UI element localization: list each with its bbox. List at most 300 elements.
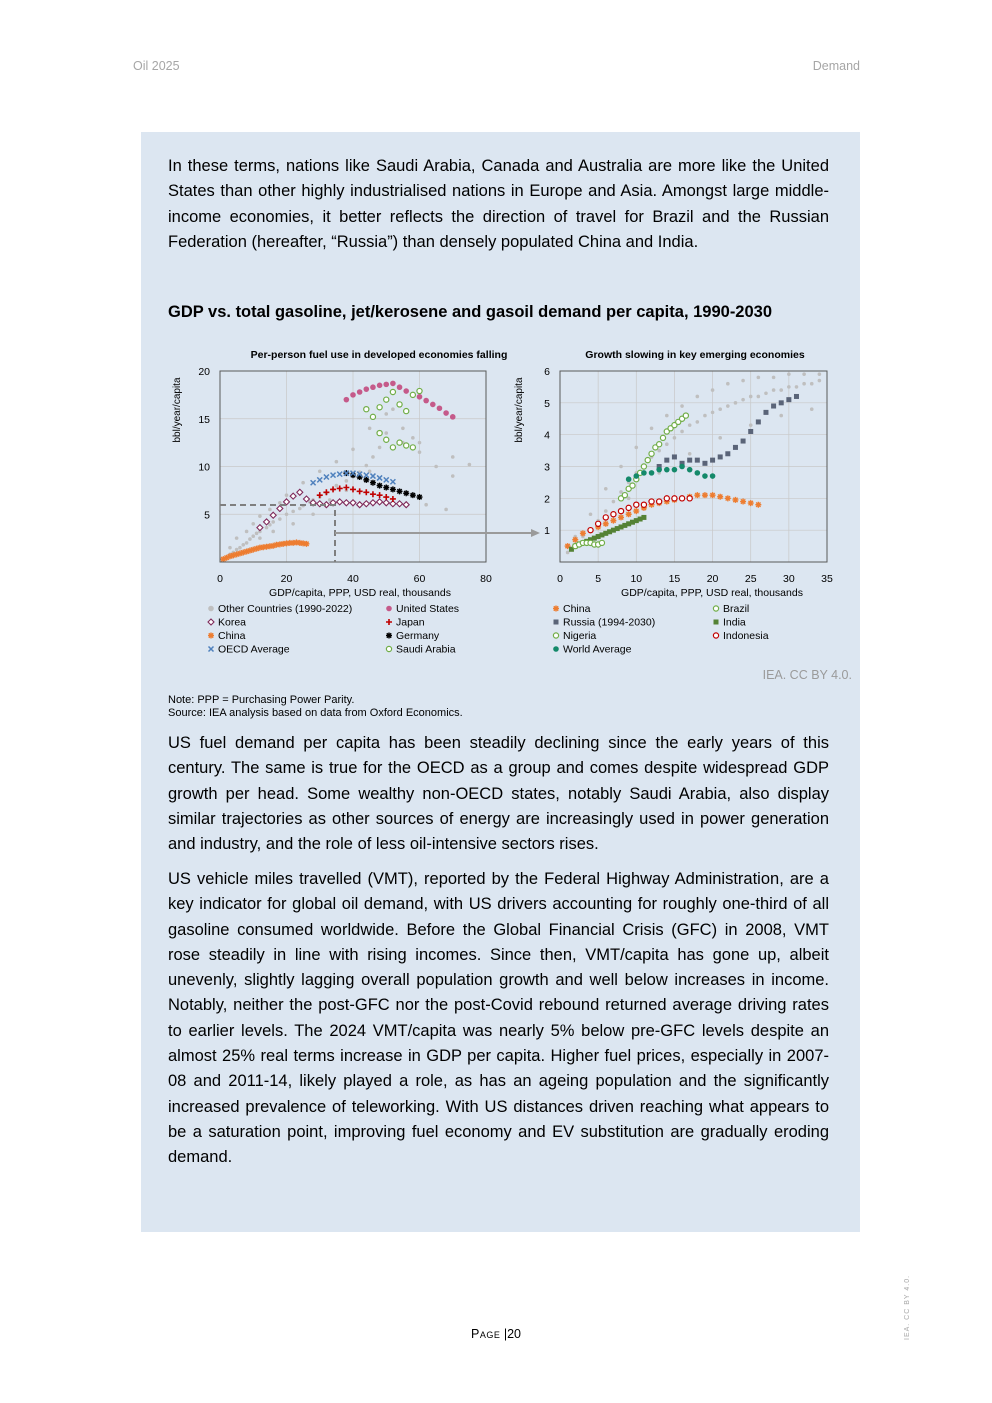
left-point-oecd-average (317, 477, 322, 482)
right-point-brazil (683, 413, 688, 418)
left-point-united-states (357, 389, 363, 395)
left-point-other-countries-1990-2022 (368, 427, 372, 431)
right-x-tick-label: 25 (744, 573, 757, 585)
right-legend-label: World Average (563, 643, 632, 656)
right-point-other-countries (802, 372, 806, 376)
right-point-other-countries (757, 395, 761, 399)
right-legend-marker (553, 606, 559, 612)
left-point-other-countries-1990-2022 (255, 532, 259, 536)
left-point-united-states (390, 381, 396, 387)
right-legend-marker (553, 646, 559, 652)
right-x-label: GDP/capita, PPP, USD real, thousands (621, 587, 803, 599)
left-point-other-countries-1990-2022 (434, 465, 438, 469)
right-x-tick-label: 30 (783, 573, 795, 585)
right-legend-marker (554, 620, 559, 625)
left-point-germany (410, 492, 416, 498)
right-point-other-countries (787, 385, 791, 389)
right-point-russia-1994-2030 (702, 461, 707, 466)
right-point-other-countries (703, 414, 707, 418)
left-point-united-states (364, 386, 370, 392)
right-point-other-countries (795, 385, 799, 389)
left-point-saudi-arabia (404, 409, 409, 414)
left-legend-marker (208, 619, 214, 625)
left-point-korea (363, 501, 369, 507)
left-points (220, 381, 471, 563)
left-point-japan (377, 492, 383, 498)
right-point-indonesia (664, 496, 669, 501)
right-point-world-average (626, 476, 632, 482)
left-point-japan (317, 492, 323, 498)
right-legend-marker (713, 633, 718, 638)
right-point-indonesia (687, 496, 692, 501)
left-point-korea (343, 500, 349, 506)
left-point-japan (330, 486, 336, 492)
right-point-other-countries (779, 414, 783, 418)
left-point-other-countries-1990-2022 (238, 546, 242, 550)
right-legend-label: India (723, 616, 746, 629)
right-point-world-average (664, 467, 670, 473)
left-point-other-countries-1990-2022 (271, 520, 275, 524)
left-point-other-countries-1990-2022 (371, 455, 375, 459)
right-point-world-average (641, 470, 647, 476)
left-point-other-countries-1990-2022 (245, 530, 249, 534)
right-point-other-countries (802, 382, 806, 386)
page-label: Page (471, 1327, 501, 1341)
left-legend-marker (208, 606, 214, 612)
left-point-other-countries-1990-2022 (235, 536, 239, 540)
right-legend-label: Russia (1994-2030) (563, 616, 656, 629)
right-point-indonesia (618, 508, 623, 513)
right-point-russia-1994-2030 (786, 397, 791, 402)
right-legend-marker (713, 606, 718, 611)
right-point-brazil (645, 458, 650, 463)
left-legend-label: United States (396, 603, 460, 615)
left-legend-marker (386, 633, 392, 639)
right-chart-title: Growth slowing in key emerging economies (585, 349, 805, 361)
left-x-tick-label: 80 (480, 573, 492, 585)
right-point-other-countries (749, 423, 753, 427)
left-point-korea (270, 512, 276, 518)
right-point-russia-1994-2030 (741, 439, 746, 444)
right-legend-label: Indonesia (723, 630, 769, 642)
left-point-other-countries-1990-2022 (258, 536, 262, 540)
left-point-saudi-arabia (384, 397, 389, 402)
left-point-united-states (437, 405, 443, 411)
left-point-other-countries-1990-2022 (411, 436, 415, 440)
right-legend-marker (553, 633, 558, 638)
left-point-germany (390, 486, 396, 492)
left-point-saudi-arabia (397, 402, 402, 407)
right-point-other-countries (810, 382, 814, 386)
right-point-china (725, 495, 731, 501)
left-point-china (303, 541, 309, 547)
left-point-other-countries-1990-2022 (298, 507, 302, 511)
left-point-other-countries-1990-2022 (424, 503, 428, 507)
right-point-other-countries (688, 423, 692, 427)
left-point-korea (277, 506, 283, 512)
left-point-other-countries-1990-2022 (351, 448, 355, 452)
left-legend-marker (209, 647, 214, 652)
left-point-united-states (450, 414, 456, 420)
right-point-other-countries (772, 376, 776, 380)
left-legend-marker (386, 619, 392, 625)
left-point-saudi-arabia (384, 437, 389, 442)
left-point-oecd-average (364, 473, 369, 478)
right-point-other-countries (741, 379, 745, 383)
right-point-other-countries (696, 395, 700, 399)
right-point-other-countries (711, 411, 715, 415)
left-legend-label: Korea (218, 616, 247, 629)
left-point-korea (290, 493, 296, 499)
right-point-other-countries (787, 372, 791, 376)
right-point-brazil (657, 442, 662, 447)
right-x-tick-label: 20 (706, 573, 719, 585)
left-point-united-states (443, 410, 449, 416)
header-report-title: Oil 2025 (133, 59, 180, 73)
left-x-tick-label: 0 (217, 573, 223, 585)
right-point-indonesia (588, 528, 593, 533)
right-point-other-countries (741, 398, 745, 402)
left-point-other-countries-1990-2022 (391, 407, 395, 411)
right-point-other-countries (673, 436, 677, 440)
right-point-indonesia (634, 502, 639, 507)
left-legend-label: Germany (396, 630, 440, 642)
right-y-tick-label: 2 (544, 493, 550, 506)
left-point-other-countries-1990-2022 (451, 455, 455, 459)
left-point-saudi-arabia (397, 440, 402, 445)
right-point-other-countries (734, 401, 738, 405)
left-legend (208, 603, 459, 656)
right-point-indonesia (603, 515, 608, 520)
right-x-tick-label: 5 (595, 573, 602, 585)
left-point-other-countries-1990-2022 (384, 412, 388, 416)
left-point-germany (383, 485, 389, 491)
figure (160, 340, 840, 670)
paragraph-vmt: US vehicle miles travelled (VMT), reported by the Federal Highway Administration, are a key indicator for global oil demand, with US drivers accounting for roughly one-third of all gasoline consumed worldwide. Before the Global Financial Crisis (GFC) in 2008, VMT rose steadily in line with rising incomes. Since then, VMT/capita has gone up, albeit unevenly, slightly lagging overall population growth and well below increases in income. Notably, neither the post-GFC nor the post-Covid rebound returned average driving rates to earlier levels. The 2024 VMT/capita was nearly 5% below pre-GFC levels despite an almost 25% real terms increase in GDP per capita. Higher fuel prices, especially in 2007-08 and 2011-14, likely played a role, as has an ageing population and the significantly increased prevalence of teleworking. With US distances driven reaching what appears to be a saturation point, improving fuel economy and EV substitution are gradually eroding demand. (168, 870, 829, 1167)
page-footer (0, 1327, 992, 1341)
left-legend-label: Japan (396, 616, 425, 629)
left-point-other-countries-1990-2022 (285, 493, 289, 497)
left-point-japan (357, 488, 363, 494)
left-point-korea (403, 502, 409, 508)
right-point-world-average (695, 470, 701, 476)
left-point-japan (370, 491, 376, 497)
left-x-tick-label: 20 (280, 573, 293, 585)
left-point-saudi-arabia (390, 445, 395, 450)
right-y-tick-label: 1 (544, 525, 550, 538)
left-point-japan (343, 485, 349, 491)
right-point-china (740, 499, 746, 505)
left-point-korea (257, 525, 263, 531)
right-legend-label: Brazil (723, 603, 750, 615)
left-point-japan (323, 489, 329, 495)
right-point-russia-1994-2030 (748, 429, 753, 434)
right-point-china (702, 492, 708, 498)
right-point-russia-1994-2030 (718, 454, 723, 459)
right-point-china (732, 497, 738, 503)
left-point-other-countries-1990-2022 (444, 508, 448, 512)
right-point-world-average (687, 467, 693, 473)
right-x-tick-label: 15 (668, 573, 681, 585)
left-point-other-countries-1990-2022 (278, 517, 282, 521)
right-y-tick-label: 5 (544, 397, 550, 410)
right-point-brazil (622, 493, 627, 498)
left-point-other-countries-1990-2022 (271, 530, 275, 534)
left-point-other-countries-1990-2022 (384, 431, 388, 435)
left-point-other-countries-1990-2022 (291, 510, 295, 514)
figure-notes (168, 694, 463, 720)
right-point-indonesia (611, 512, 616, 517)
left-point-other-countries-1990-2022 (418, 441, 422, 445)
right-point-nigeria (599, 540, 604, 545)
right-point-world-average (649, 470, 655, 476)
left-point-saudi-arabia (410, 445, 415, 450)
right-point-china (626, 511, 632, 517)
left-point-united-states (377, 383, 383, 389)
right-point-russia-1994-2030 (779, 400, 784, 405)
left-point-japan (350, 486, 356, 492)
right-point-china (694, 492, 700, 498)
left-point-korea (350, 500, 356, 506)
right-points (565, 372, 822, 554)
right-legend (553, 603, 769, 656)
left-point-germany (370, 480, 376, 486)
right-point-other-countries (634, 446, 638, 450)
left-point-united-states (370, 384, 376, 390)
left-point-other-countries-1990-2022 (418, 450, 422, 454)
right-point-russia-1994-2030 (763, 410, 768, 415)
right-point-other-countries (665, 442, 669, 446)
right-point-other-countries (604, 509, 608, 513)
left-legend-label: Other Countries (1990-2022) (218, 603, 353, 615)
left-legend-marker (386, 606, 392, 612)
right-legend-label: China (563, 603, 591, 615)
left-point-saudi-arabia (364, 407, 369, 412)
right-point-other-countries (650, 427, 654, 431)
right-point-other-countries (612, 500, 616, 504)
left-point-oecd-average (390, 479, 395, 484)
left-point-korea (337, 499, 343, 505)
left-point-oecd-average (370, 474, 375, 479)
left-point-saudi-arabia (410, 392, 415, 397)
left-point-saudi-arabia (377, 405, 382, 410)
right-point-other-countries (718, 436, 722, 440)
right-point-china (610, 518, 616, 524)
left-point-other-countries-1990-2022 (251, 534, 255, 538)
left-y-tick-label: 10 (198, 461, 210, 474)
left-point-korea (370, 500, 376, 506)
right-point-china (580, 530, 586, 536)
left-point-united-states (430, 402, 436, 408)
right-point-indonesia (657, 499, 662, 504)
right-point-indonesia (649, 499, 654, 504)
left-point-united-states (403, 388, 409, 394)
right-legend-label: Nigeria (563, 630, 597, 642)
left-point-other-countries-1990-2022 (318, 469, 322, 473)
left-point-other-countries-1990-2022 (311, 512, 315, 516)
left-legend-label: China (218, 630, 246, 642)
left-point-saudi-arabia (370, 414, 375, 419)
right-point-other-countries (726, 404, 730, 408)
left-point-oecd-average (324, 475, 329, 480)
right-x-tick-label: 0 (557, 573, 563, 585)
right-point-brazil (641, 464, 646, 469)
right-point-russia-1994-2030 (687, 458, 692, 463)
right-point-russia-1994-2030 (725, 451, 730, 456)
left-x-label: GDP/capita, PPP, USD real, thousands (269, 587, 451, 599)
left-y-tick-label: 5 (204, 509, 210, 522)
left-legend-marker (386, 646, 391, 651)
figure-note: Note: PPP = Purchasing Power Parity. (168, 694, 355, 706)
figure-title: GDP vs. total gasoline, jet/kerosene and gasoil demand per capita, 1990-2030 (168, 303, 773, 321)
right-point-china (603, 521, 609, 527)
left-point-other-countries-1990-2022 (228, 546, 232, 550)
left-legend-marker (208, 633, 214, 639)
right-point-indonesia (626, 505, 631, 510)
left-point-korea (357, 502, 363, 508)
right-point-other-countries (726, 382, 730, 386)
left-y-tick-label: 20 (198, 366, 210, 378)
left-point-saudi-arabia (390, 389, 395, 394)
left-point-other-countries-1990-2022 (401, 427, 405, 431)
right-point-china (633, 508, 639, 514)
right-point-russia-1994-2030 (733, 445, 738, 450)
right-point-other-countries (680, 404, 684, 408)
right-point-china (748, 500, 754, 506)
paragraph-intro: In these terms, nations like Saudi Arabia, Canada and Australia are more like the United States than other highly industrialised nations in Europe and Asia. Amongst large middle-income economies, it better reflects the direction of travel for Brazil and the Russian Federation (hereafter, “Russia”) than densely populated China and India. (168, 157, 829, 251)
page-separator: | (503, 1327, 508, 1341)
left-point-other-countries-1990-2022 (248, 537, 252, 541)
left-x-tick-label: 40 (347, 573, 359, 585)
connector-arrow-head (531, 529, 540, 537)
side-license: IEA. CC BY 4.0. (904, 1274, 911, 1340)
right-point-other-countries (749, 395, 753, 399)
left-point-other-countries-1990-2022 (258, 514, 262, 518)
left-point-oecd-average (337, 472, 342, 477)
left-point-other-countries-1990-2022 (335, 484, 339, 488)
left-y-label: bbl/year/capita (172, 377, 183, 443)
left-point-germany (403, 490, 409, 496)
right-point-russia-1994-2030 (672, 454, 677, 459)
right-point-russia-1994-2030 (756, 419, 761, 424)
right-point-china (618, 514, 624, 520)
right-point-russia-1994-2030 (794, 394, 799, 399)
left-point-other-countries-1990-2022 (365, 464, 369, 468)
right-point-world-average (702, 473, 708, 479)
right-x-tick-label: 10 (630, 573, 643, 585)
right-point-other-countries (810, 407, 814, 411)
right-point-brazil (649, 451, 654, 456)
right-point-other-countries (711, 388, 715, 392)
right-point-indonesia (679, 496, 684, 501)
right-point-indonesia (596, 521, 601, 526)
left-point-united-states (397, 384, 403, 390)
left-point-saudi-arabia (377, 430, 382, 435)
left-point-saudi-arabia (417, 388, 422, 393)
left-y-tick-label: 15 (198, 413, 210, 426)
left-point-other-countries-1990-2022 (378, 446, 382, 450)
right-point-world-average (672, 467, 678, 473)
left-point-germany (417, 494, 423, 500)
left-point-united-states (344, 397, 350, 403)
right-point-other-countries (718, 407, 722, 411)
right-legend-marker (714, 620, 719, 625)
right-point-world-average (679, 464, 685, 470)
left-point-korea (397, 501, 403, 507)
left-point-oecd-average (331, 473, 336, 478)
right-point-brazil (660, 435, 665, 440)
right-point-other-countries (757, 376, 761, 380)
left-point-saudi-arabia (404, 443, 409, 448)
right-point-russia-1994-2030 (664, 458, 669, 463)
paragraph-us-demand: US fuel demand per capita has been steadily declining since the early years of this century. The same is true for the OECD as a group and comes despite widespread GDP growth per head. Some wealthy non-OECD states, notably Saudi Arabia, also display similar trajectories as other sources of energy are increasingly used in power generation and industry, and the role of less oil-intensive sectors rises. (168, 734, 829, 854)
left-point-japan (383, 494, 389, 500)
left-point-korea (377, 499, 383, 505)
right-point-other-countries (764, 391, 768, 395)
left-point-united-states (423, 398, 429, 404)
right-point-russia-1994-2030 (710, 458, 715, 463)
figure-credit: IEA. CC BY 4.0. (762, 668, 852, 682)
right-point-china (710, 492, 716, 498)
left-point-germany (397, 488, 403, 494)
right-point-russia-1994-2030 (771, 404, 776, 409)
right-point-china (755, 502, 761, 508)
left-point-other-countries-1990-2022 (265, 526, 269, 530)
right-y-tick-label: 6 (544, 366, 550, 378)
right-point-other-countries (604, 487, 608, 491)
right-point-other-countries (665, 414, 669, 418)
left-point-oecd-average (311, 480, 316, 485)
page-number: 20 (507, 1327, 521, 1341)
left-point-other-countries-1990-2022 (268, 508, 272, 512)
left-point-united-states (417, 394, 423, 400)
left-point-united-states (350, 392, 356, 398)
right-point-other-countries (772, 388, 776, 392)
right-point-other-countries (589, 512, 593, 516)
left-point-united-states (383, 382, 389, 388)
left-point-oecd-average (377, 475, 382, 480)
right-point-world-average (656, 467, 662, 473)
left-point-other-countries-1990-2022 (241, 543, 245, 547)
right-point-other-countries (779, 388, 783, 392)
left-legend-label: Saudi Arabia (396, 643, 456, 656)
right-point-other-countries (818, 379, 822, 383)
left-point-korea (297, 489, 303, 495)
left-point-other-countries-1990-2022 (451, 474, 455, 478)
left-x-tick-label: 60 (413, 573, 426, 585)
right-point-other-countries (696, 420, 700, 424)
right-point-russia-1994-2030 (695, 458, 700, 463)
left-point-other-countries-1990-2022 (291, 522, 295, 526)
left-point-germany (377, 483, 383, 489)
right-point-other-countries (818, 372, 822, 376)
left-point-other-countries-1990-2022 (245, 541, 249, 545)
left-point-other-countries-1990-2022 (468, 463, 472, 467)
right-point-other-countries (688, 452, 692, 456)
left-chart-title: Per-person fuel use in developed economies falling (250, 349, 508, 361)
left-point-korea (284, 499, 290, 505)
left-point-other-countries-1990-2022 (335, 460, 339, 464)
right-point-indonesia (672, 496, 677, 501)
right-point-india (641, 515, 646, 520)
left-point-japan (390, 496, 396, 502)
right-point-brazil (630, 483, 635, 488)
right-point-indonesia (641, 502, 646, 507)
left-point-japan (363, 489, 369, 495)
right-point-china (717, 494, 723, 500)
right-y-tick-label: 3 (544, 461, 550, 474)
header-section: Demand (812, 59, 860, 73)
